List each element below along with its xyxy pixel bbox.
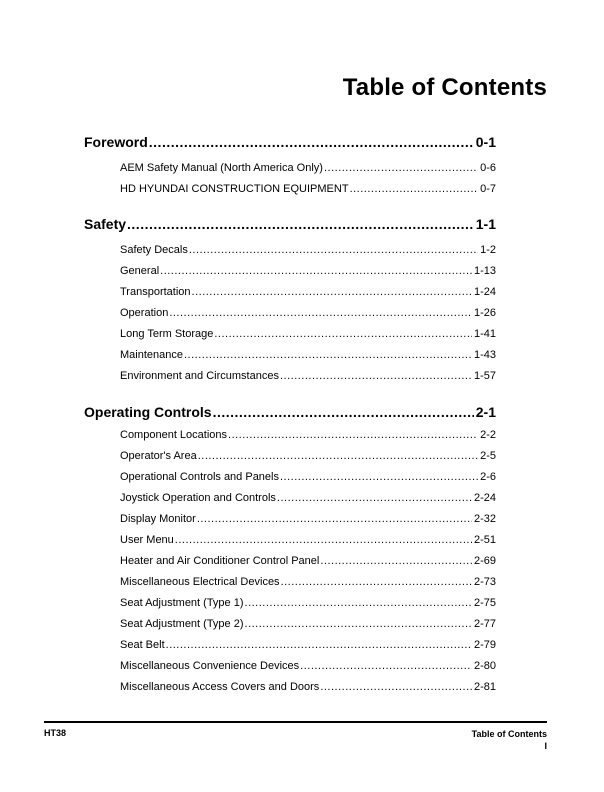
toc-entry-page: 2-24 [473,492,496,504]
toc-entry-page: 2-73 [473,576,496,588]
toc-entry-label: Safety Decals [120,244,188,256]
toc-entry[interactable] [120,264,496,278]
toc-entry-page: 1-13 [473,265,496,277]
toc-leader-dots [213,403,474,421]
toc-section-page: 2-1 [475,404,496,420]
toc-entry[interactable] [120,575,496,589]
toc-leader-dots [280,470,478,484]
footer-rule [44,721,547,723]
toc-entry-page: 2-51 [473,534,496,546]
toc-entry[interactable] [120,327,496,341]
toc-leader-dots [198,449,478,463]
toc-leader-dots [214,327,472,341]
toc-entry[interactable] [120,285,496,299]
toc-entry-label: Component Locations [120,429,228,441]
toc-entry[interactable] [120,348,496,362]
toc-entry-page: 2-81 [473,681,496,693]
toc-entry-page: 2-5 [480,450,496,462]
page-title: Table of Contents [342,74,547,101]
toc-leader-dots [189,243,478,257]
toc-entry-label: Long Term Storage [120,328,214,340]
toc-section[interactable] [84,403,496,421]
toc-entry[interactable] [120,491,496,505]
toc-entry[interactable] [120,449,496,463]
toc-entry-label: Heater and Air Conditioner Control Panel [120,555,320,567]
toc-entry-page: 2-6 [480,471,496,483]
toc-entry[interactable] [120,596,496,610]
footer-page-number: I [544,741,547,751]
toc-entry-page: 2-32 [473,513,496,525]
toc-leader-dots [277,491,472,505]
toc-entry-page: 1-57 [473,370,496,382]
toc-entry-page: 2-77 [473,618,496,630]
toc-leader-dots [197,512,472,526]
toc-section-label: Safety [84,216,127,232]
toc-entry[interactable] [120,512,496,526]
toc-entry-label: Operational Controls and Panels [120,471,279,483]
toc-entry[interactable] [120,243,496,257]
footer-model: HT38 [44,728,67,738]
toc-entry-label: Seat Belt [120,639,165,651]
toc-section-page: 1-1 [475,216,496,232]
toc-entry[interactable] [120,554,496,568]
toc-entry[interactable] [120,638,496,652]
toc-leader-dots [175,533,472,547]
toc-leader-dots [320,680,472,694]
toc-entry[interactable] [120,680,496,694]
toc-leader-dots [281,575,472,589]
toc-leader-dots [350,182,479,196]
toc-leader-dots [245,596,472,610]
toc-leader-dots [184,348,472,362]
toc-entry-page: 2-69 [473,555,496,567]
toc-leader-dots [192,285,472,299]
toc-entry[interactable] [120,533,496,547]
toc-entry-label: HD HYUNDAI CONSTRUCTION EQUIPMENT [120,183,349,195]
toc-section[interactable] [84,215,496,233]
toc-entry[interactable] [120,161,496,175]
toc-entry-page: 1-24 [473,286,496,298]
toc-entry[interactable] [120,617,496,631]
toc-section-label: Operating Controls [84,404,212,420]
toc-leader-dots [300,659,472,673]
toc-leader-dots [245,617,472,631]
toc-entry-page: 1-41 [473,328,496,340]
toc-entry-label: Miscellaneous Access Covers and Doors [120,681,320,693]
toc-entry[interactable] [120,470,496,484]
toc-entry-page: 1-43 [473,349,496,361]
toc-leader-dots [160,264,472,278]
toc-entry-page: 1-26 [473,307,496,319]
toc-entry-label: Transportation [120,286,191,298]
toc-leader-dots [169,306,472,320]
toc-entry[interactable] [120,659,496,673]
toc-section-page: 0-1 [475,134,496,150]
toc-entry-label: Maintenance [120,349,183,361]
toc-leader-dots [320,554,472,568]
toc-entry-page: 0-7 [480,183,496,195]
toc-entry-page: 2-2 [480,429,496,441]
toc-entry-page: 0-6 [480,162,496,174]
toc-leader-dots [324,161,478,175]
toc-section[interactable] [84,133,496,151]
toc-entry-label: Environment and Circumstances [120,370,279,382]
toc-entry-label: Seat Adjustment (Type 2) [120,618,244,630]
toc-entry-page: 2-80 [473,660,496,672]
toc-leader-dots [228,428,478,442]
toc-entry-label: AEM Safety Manual (North America Only) [120,162,323,174]
toc-entry-label: Operator's Area [120,450,197,462]
toc-entry-label: Seat Adjustment (Type 1) [120,597,244,609]
toc-leader-dots [166,638,472,652]
toc-entry-label: Miscellaneous Convenience Devices [120,660,300,672]
toc-entry-label: Display Monitor [120,513,196,525]
toc-entry-label: User Menu [120,534,174,546]
footer-right [472,728,547,752]
toc-entry-page: 2-75 [473,597,496,609]
toc-entry[interactable] [120,428,496,442]
toc-entry-label: General [120,265,160,277]
toc-entry-page: 2-79 [473,639,496,651]
toc-leader-dots [280,369,472,383]
toc-entry-label: Operation [120,307,169,319]
toc-leader-dots [149,133,474,151]
footer-doc-title: Table of Contents [471,729,547,739]
toc-entry[interactable] [120,182,496,196]
toc-entry-page: 1-2 [480,244,496,256]
toc-entry[interactable] [120,369,496,383]
toc-leader-dots [127,215,474,233]
toc-entry-label: Joystick Operation and Controls [120,492,276,504]
toc-entry[interactable] [120,306,496,320]
toc-entry-label: Miscellaneous Electrical Devices [120,576,280,588]
toc-section-label: Foreword [84,134,148,150]
